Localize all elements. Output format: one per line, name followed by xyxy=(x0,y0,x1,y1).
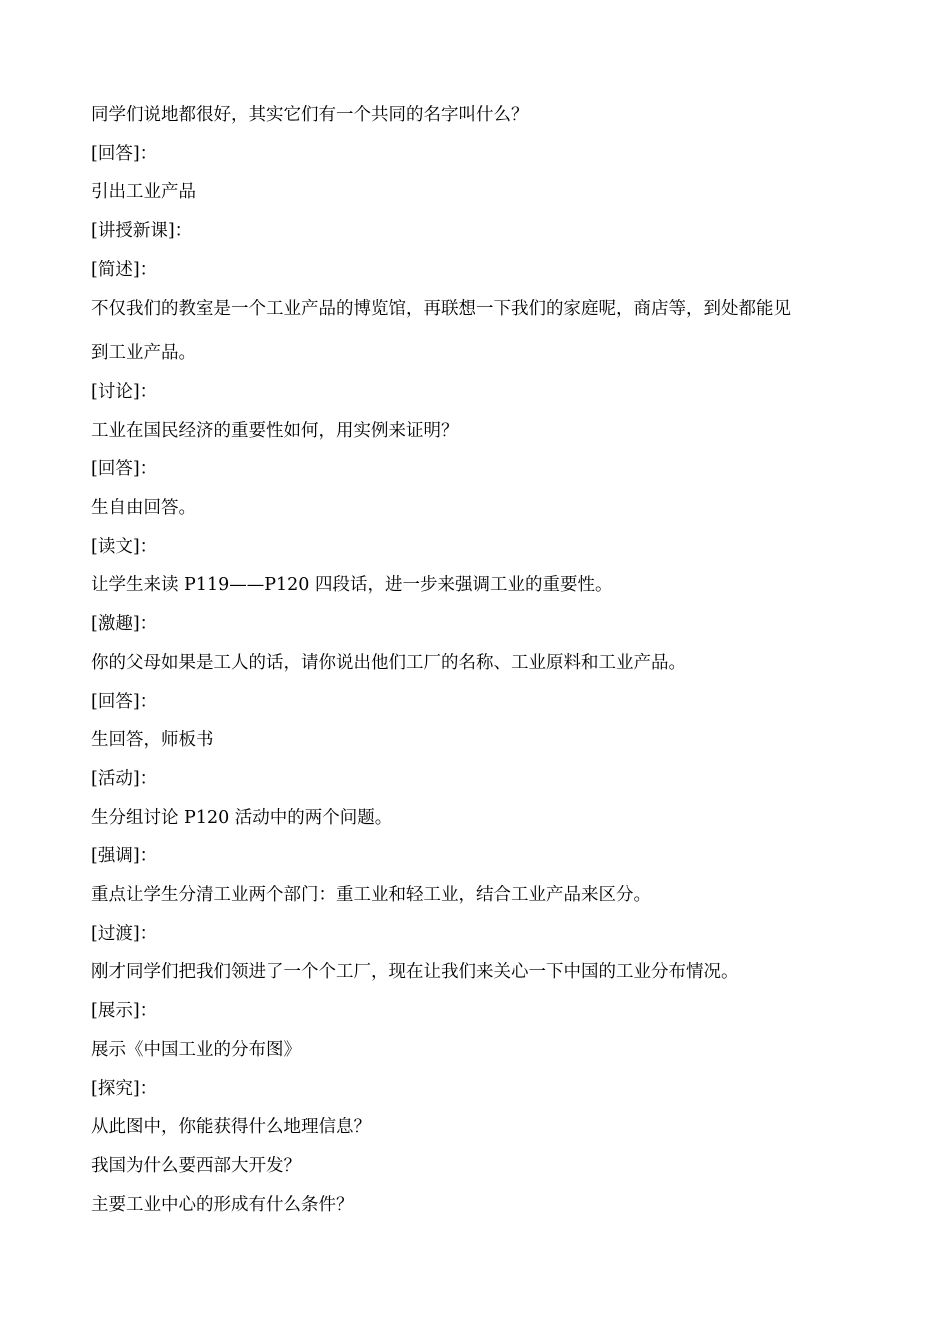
section-label-answer: [回答]： xyxy=(91,143,158,164)
transition-text: 刚才同学们把我们领进了一个个工厂，现在让我们来关心一下中国的工业分布情况。 xyxy=(91,962,739,983)
section-label-answer: [回答]： xyxy=(91,691,158,712)
display-text: 展示《中国工业的分布图》 xyxy=(91,1039,301,1060)
section-label-display: [展示]： xyxy=(91,1001,158,1022)
section-label-inquiry: [探究]： xyxy=(91,1078,158,1099)
answer-text: 生自由回答。 xyxy=(91,498,196,519)
motivation-text: 你的父母如果是工人的话，请你说出他们工厂的名称、工业原料和工业产品。 xyxy=(91,652,686,673)
section-label-transition: [过渡]： xyxy=(91,923,158,944)
section-label-reading: [读文]： xyxy=(91,536,158,557)
section-label-motivation: [激趣]： xyxy=(91,614,158,635)
answer-text: 生回答，师板书 xyxy=(91,730,214,751)
reading-text: 让学生来读 P119——P120 四段话，进一步来强调工业的重要性。 xyxy=(91,575,613,596)
brief-text-line-1: 不仅我们的教室是一个工业产品的博览馆，再联想一下我们的家庭呢，商店等，到处都能见 xyxy=(91,298,791,319)
inquiry-question-2: 我国为什么要西部大开发？ xyxy=(91,1155,301,1176)
answer-text: 引出工业产品 xyxy=(91,182,196,203)
document-body xyxy=(91,96,871,1224)
brief-paragraph xyxy=(91,290,871,373)
section-label-new-lesson: [讲授新课]： xyxy=(91,221,193,242)
section-label-answer: [回答]： xyxy=(91,459,158,480)
brief-text-line-2: 到工业产品。 xyxy=(91,343,196,364)
inquiry-question-3: 主要工业中心的形成有什么条件？ xyxy=(91,1194,354,1215)
section-label-activity: [活动]： xyxy=(91,768,158,789)
discussion-text: 工业在国民经济的重要性如何，用实例来证明？ xyxy=(91,420,459,441)
section-label-brief: [简述]： xyxy=(91,259,158,280)
inquiry-question-1: 从此图中，你能获得什么地理信息？ xyxy=(91,1117,371,1138)
section-label-emphasis: [强调]： xyxy=(91,846,158,867)
activity-text: 生分组讨论 P120 活动中的两个问题。 xyxy=(91,807,393,828)
question-text: 同学们说地都很好，其实它们有一个共同的名字叫什么？ xyxy=(91,105,529,125)
emphasis-text: 重点让学生分清工业两个部门：重工业和轻工业，结合工业产品来区分。 xyxy=(91,885,651,906)
section-label-discussion: [讨论]： xyxy=(91,381,158,402)
